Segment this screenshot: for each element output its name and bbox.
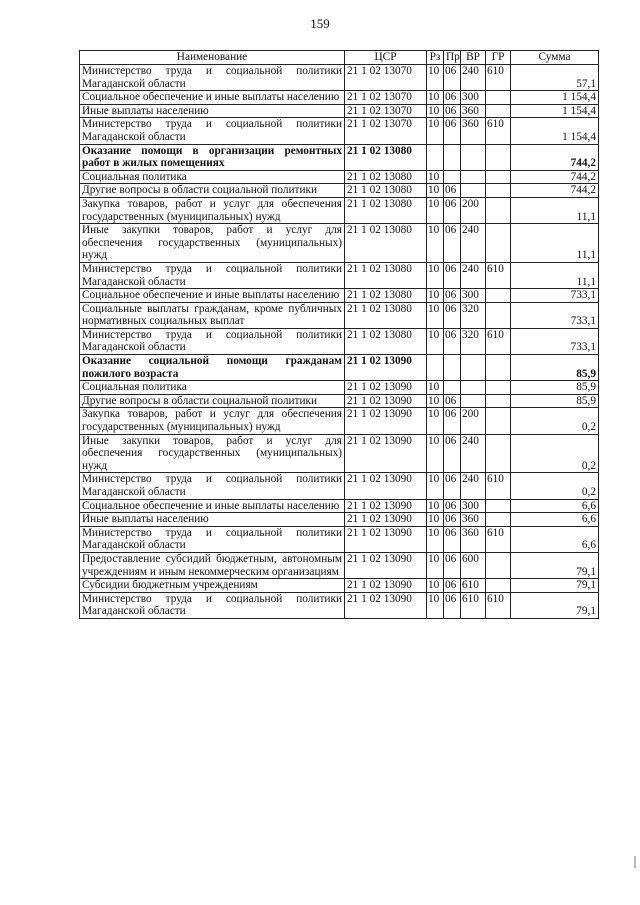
cell-csr: 21 1 02 13090: [345, 592, 427, 618]
cell-rz: 10: [427, 473, 444, 499]
cell-pr: 06: [444, 408, 461, 434]
cell-csr: 21 1 02 13090: [345, 579, 427, 593]
cell-gr: [486, 197, 511, 223]
cell-pr: 06: [444, 513, 461, 527]
budget-table: [79, 50, 599, 619]
cell-name: Оказание помощи в организации ремонтных работ в жилых помещениях: [80, 144, 345, 170]
cell-rz: [427, 144, 444, 170]
cell-vr: 360: [461, 526, 486, 552]
cell-name: Социальная политика: [80, 381, 345, 395]
cell-name: Закупка товаров, работ и услуг для обеспечения государственных (муниципальных) нужд: [80, 197, 345, 223]
cell-rz: 10: [427, 118, 444, 144]
cell-vr: [461, 184, 486, 198]
cell-pr: 06: [444, 579, 461, 593]
header-rz: Рз: [427, 51, 444, 65]
cell-csr: 21 1 02 13080: [345, 224, 427, 263]
cell-pr: 06: [444, 224, 461, 263]
cell-vr: 300: [461, 499, 486, 513]
cell-csr: 21 1 02 13090: [345, 355, 427, 381]
cell-csr: 21 1 02 13080: [345, 184, 427, 198]
table-row: [80, 394, 599, 408]
cell-gr: 610: [486, 473, 511, 499]
table-row: [80, 91, 599, 105]
cell-pr: [444, 170, 461, 184]
cell-csr: 21 1 02 13090: [345, 526, 427, 552]
cell-csr: 21 1 02 13080: [345, 289, 427, 303]
cell-name: Министерство труда и социальной политики Магаданской области: [80, 328, 345, 354]
cell-name: Другие вопросы в области социальной политики: [80, 184, 345, 198]
header-gr: ГР: [486, 51, 511, 65]
table-body: [80, 65, 599, 619]
cell-name: Субсидии бюджетным учреждениям: [80, 579, 345, 593]
cell-sum: 733,1: [511, 328, 599, 354]
cell-name: Министерство труда и социальной политики Магаданской области: [80, 65, 345, 91]
cell-vr: 200: [461, 197, 486, 223]
cell-rz: 10: [427, 394, 444, 408]
cell-csr: 21 1 02 13070: [345, 118, 427, 144]
cell-vr: 360: [461, 513, 486, 527]
cell-csr: 21 1 02 13090: [345, 499, 427, 513]
cell-gr: 610: [486, 592, 511, 618]
table-row: [80, 262, 599, 288]
cell-name: Иные закупки товаров, работ и услуг для обеспечения государственных (муниципальных) нужд: [80, 224, 345, 263]
cell-gr: 610: [486, 65, 511, 91]
cell-pr: 06: [444, 302, 461, 328]
cell-rz: 10: [427, 262, 444, 288]
page-edge-mark: [634, 856, 636, 868]
cell-csr: 21 1 02 13090: [345, 408, 427, 434]
cell-rz: 10: [427, 224, 444, 263]
cell-rz: 10: [427, 197, 444, 223]
table-row: [80, 513, 599, 527]
table-row: [80, 289, 599, 303]
cell-gr: 610: [486, 328, 511, 354]
cell-sum: 0,2: [511, 473, 599, 499]
table-row: [80, 592, 599, 618]
cell-csr: 21 1 02 13070: [345, 65, 427, 91]
table-row: [80, 170, 599, 184]
cell-pr: 06: [444, 197, 461, 223]
cell-rz: 10: [427, 170, 444, 184]
cell-sum: 1 154,4: [511, 104, 599, 118]
cell-csr: 21 1 02 13090: [345, 434, 427, 473]
cell-gr: 610: [486, 262, 511, 288]
cell-rz: 10: [427, 65, 444, 91]
cell-name: Другие вопросы в области социальной политики: [80, 394, 345, 408]
cell-sum: 11,1: [511, 262, 599, 288]
cell-gr: 610: [486, 526, 511, 552]
cell-gr: [486, 355, 511, 381]
cell-sum: 744,2: [511, 184, 599, 198]
table-row: [80, 434, 599, 473]
table-row: [80, 579, 599, 593]
cell-gr: [486, 224, 511, 263]
cell-rz: 10: [427, 526, 444, 552]
cell-gr: [486, 579, 511, 593]
cell-pr: 06: [444, 65, 461, 91]
cell-pr: 06: [444, 104, 461, 118]
cell-sum: 79,1: [511, 579, 599, 593]
cell-gr: [486, 499, 511, 513]
cell-gr: [486, 104, 511, 118]
cell-csr: 21 1 02 13090: [345, 381, 427, 395]
cell-pr: 06: [444, 118, 461, 144]
cell-sum: 6,6: [511, 513, 599, 527]
cell-name: Министерство труда и социальной политики Магаданской области: [80, 592, 345, 618]
cell-sum: 85,9: [511, 394, 599, 408]
cell-rz: 10: [427, 328, 444, 354]
header-pr: Пр: [444, 51, 461, 65]
cell-pr: 06: [444, 499, 461, 513]
cell-gr: [486, 394, 511, 408]
cell-name: Социальные выплаты гражданам, кроме публичных нормативных социальных выплат: [80, 302, 345, 328]
cell-pr: 06: [444, 434, 461, 473]
cell-rz: 10: [427, 302, 444, 328]
cell-gr: [486, 513, 511, 527]
table-row: [80, 381, 599, 395]
cell-name: Оказание социальной помощи гражданам пожилого возраста: [80, 355, 345, 381]
cell-pr: 06: [444, 526, 461, 552]
cell-sum: 85,9: [511, 355, 599, 381]
cell-vr: 320: [461, 328, 486, 354]
cell-vr: 360: [461, 104, 486, 118]
cell-csr: 21 1 02 13090: [345, 473, 427, 499]
cell-rz: 10: [427, 381, 444, 395]
cell-csr: 21 1 02 13080: [345, 144, 427, 170]
cell-pr: 06: [444, 262, 461, 288]
table-row: [80, 302, 599, 328]
table-row: [80, 408, 599, 434]
cell-gr: [486, 408, 511, 434]
cell-pr: 06: [444, 91, 461, 105]
cell-pr: [444, 144, 461, 170]
header-vr: ВР: [461, 51, 486, 65]
cell-csr: 21 1 02 13080: [345, 262, 427, 288]
cell-rz: 10: [427, 184, 444, 198]
cell-vr: 600: [461, 552, 486, 578]
cell-csr: 21 1 02 13080: [345, 328, 427, 354]
cell-csr: 21 1 02 13070: [345, 91, 427, 105]
table-row: [80, 104, 599, 118]
cell-vr: 200: [461, 408, 486, 434]
cell-sum: 1 154,4: [511, 91, 599, 105]
cell-rz: 10: [427, 513, 444, 527]
cell-sum: 1 154,4: [511, 118, 599, 144]
cell-rz: 10: [427, 499, 444, 513]
cell-csr: 21 1 02 13070: [345, 104, 427, 118]
cell-sum: 0,2: [511, 408, 599, 434]
cell-csr: 21 1 02 13090: [345, 552, 427, 578]
cell-vr: 320: [461, 302, 486, 328]
header-name: Наименование: [80, 51, 345, 65]
cell-name: Иные выплаты населению: [80, 104, 345, 118]
cell-csr: 21 1 02 13090: [345, 513, 427, 527]
cell-name: Иные закупки товаров, работ и услуг для обеспечения государственных (муниципальных) нужд: [80, 434, 345, 473]
cell-gr: [486, 170, 511, 184]
cell-rz: 10: [427, 434, 444, 473]
cell-rz: 10: [427, 579, 444, 593]
cell-gr: [486, 434, 511, 473]
cell-pr: [444, 355, 461, 381]
cell-gr: [486, 91, 511, 105]
cell-gr: [486, 381, 511, 395]
cell-sum: 11,1: [511, 197, 599, 223]
cell-sum: 11,1: [511, 224, 599, 263]
cell-sum: 79,1: [511, 592, 599, 618]
cell-sum: 733,1: [511, 302, 599, 328]
cell-vr: [461, 144, 486, 170]
cell-rz: 10: [427, 104, 444, 118]
table-row: [80, 552, 599, 578]
cell-vr: [461, 170, 486, 184]
cell-rz: [427, 355, 444, 381]
cell-csr: 21 1 02 13090: [345, 394, 427, 408]
table-row: [80, 118, 599, 144]
cell-vr: 610: [461, 579, 486, 593]
cell-sum: 6,6: [511, 526, 599, 552]
table-row: [80, 355, 599, 381]
cell-gr: 610: [486, 118, 511, 144]
header-csr: ЦСР: [345, 51, 427, 65]
cell-csr: 21 1 02 13080: [345, 197, 427, 223]
cell-pr: 06: [444, 394, 461, 408]
cell-pr: 06: [444, 289, 461, 303]
cell-rz: 10: [427, 408, 444, 434]
cell-vr: 300: [461, 91, 486, 105]
cell-csr: 21 1 02 13080: [345, 170, 427, 184]
cell-name: Предоставление субсидий бюджетным, автономным учреждениям и иным некоммерческим организациям: [80, 552, 345, 578]
cell-name: Социальная политика: [80, 170, 345, 184]
cell-pr: 06: [444, 552, 461, 578]
cell-rz: 10: [427, 592, 444, 618]
table-row: [80, 184, 599, 198]
cell-name: Министерство труда и социальной политики Магаданской области: [80, 118, 345, 144]
cell-pr: 06: [444, 473, 461, 499]
cell-gr: [486, 302, 511, 328]
cell-gr: [486, 289, 511, 303]
cell-gr: [486, 184, 511, 198]
cell-rz: 10: [427, 91, 444, 105]
cell-name: Министерство труда и социальной политики Магаданской области: [80, 473, 345, 499]
cell-vr: 610: [461, 592, 486, 618]
table-row: [80, 526, 599, 552]
header-sum: Сумма: [511, 51, 599, 65]
cell-vr: 240: [461, 473, 486, 499]
table-row: [80, 473, 599, 499]
cell-sum: 57,1: [511, 65, 599, 91]
cell-vr: 240: [461, 65, 486, 91]
cell-rz: 10: [427, 289, 444, 303]
cell-vr: 240: [461, 224, 486, 263]
cell-vr: 360: [461, 118, 486, 144]
table-header-row: [80, 51, 599, 65]
cell-sum: 85,9: [511, 381, 599, 395]
cell-pr: 06: [444, 184, 461, 198]
cell-pr: [444, 381, 461, 395]
table-row: [80, 328, 599, 354]
cell-sum: 744,2: [511, 144, 599, 170]
table-row: [80, 224, 599, 263]
cell-name: Иные выплаты населению: [80, 513, 345, 527]
cell-name: Министерство труда и социальной политики Магаданской области: [80, 262, 345, 288]
cell-vr: [461, 394, 486, 408]
table-row: [80, 197, 599, 223]
cell-pr: 06: [444, 328, 461, 354]
cell-vr: 240: [461, 262, 486, 288]
cell-sum: 744,2: [511, 170, 599, 184]
cell-vr: 300: [461, 289, 486, 303]
cell-sum: 733,1: [511, 289, 599, 303]
page-number: 159: [310, 16, 330, 31]
cell-name: Социальное обеспечение и иные выплаты населению: [80, 499, 345, 513]
cell-name: Министерство труда и социальной политики Магаданской области: [80, 526, 345, 552]
table-row: [80, 65, 599, 91]
cell-sum: 79,1: [511, 552, 599, 578]
cell-gr: [486, 144, 511, 170]
cell-vr: 240: [461, 434, 486, 473]
cell-sum: 6,6: [511, 499, 599, 513]
table-row: [80, 144, 599, 170]
cell-pr: 06: [444, 592, 461, 618]
cell-sum: 0,2: [511, 434, 599, 473]
cell-name: Закупка товаров, работ и услуг для обеспечения государственных (муниципальных) нужд: [80, 408, 345, 434]
cell-rz: 10: [427, 552, 444, 578]
cell-name: Социальное обеспечение и иные выплаты населению: [80, 91, 345, 105]
table-row: [80, 499, 599, 513]
cell-gr: [486, 552, 511, 578]
cell-vr: [461, 381, 486, 395]
cell-csr: 21 1 02 13080: [345, 302, 427, 328]
cell-vr: [461, 355, 486, 381]
cell-name: Социальное обеспечение и иные выплаты населению: [80, 289, 345, 303]
